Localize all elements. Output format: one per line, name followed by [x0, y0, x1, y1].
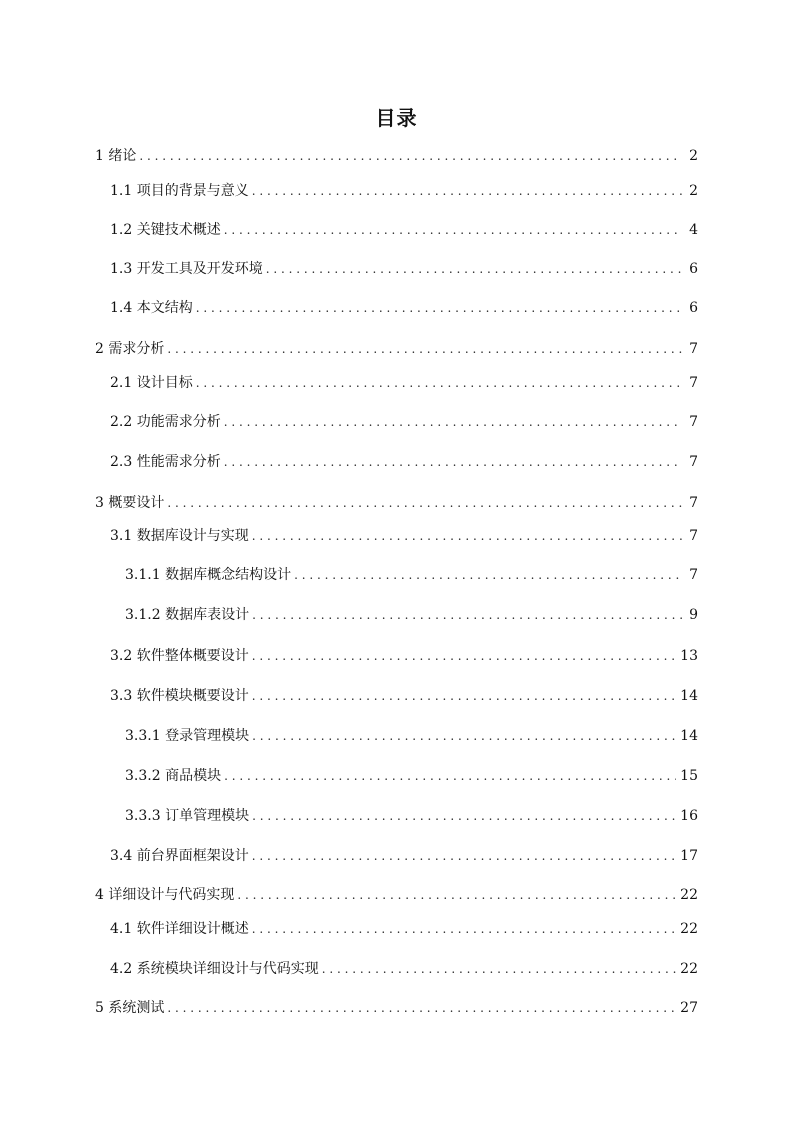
toc-entry-page: 7 — [689, 414, 698, 430]
toc-leader-dots — [167, 493, 682, 513]
toc-leader-dots — [252, 526, 682, 546]
toc-entry-label: 1 绪论 — [95, 148, 137, 164]
toc-leader-dots — [224, 452, 682, 472]
toc-entry-page: 22 — [680, 961, 698, 977]
toc-leader-dots — [196, 373, 682, 393]
toc-entry[interactable] — [110, 220, 698, 240]
toc-entry-page: 22 — [680, 887, 698, 903]
toc-entry[interactable] — [110, 412, 698, 432]
toc-entry[interactable] — [125, 766, 698, 786]
toc-entry-page: 13 — [680, 648, 698, 664]
toc-entry[interactable] — [95, 339, 698, 359]
toc-entry-label: 1.4 本文结构 — [110, 300, 193, 316]
toc-leader-dots — [252, 919, 676, 939]
toc-leader-dots — [252, 686, 676, 706]
toc-entry-label: 3.2 软件整体概要设计 — [110, 648, 249, 664]
toc-entry-label: 1.3 开发工具及开发环境 — [110, 261, 263, 277]
toc-entry[interactable] — [110, 686, 698, 706]
toc-leader-dots — [224, 220, 682, 240]
toc-entry[interactable] — [110, 298, 698, 318]
toc-entry-label: 2.2 功能需求分析 — [110, 414, 221, 430]
toc-entry[interactable] — [95, 998, 698, 1018]
toc-entry-page: 7 — [689, 454, 698, 470]
toc-leader-dots — [252, 181, 682, 201]
toc-entry-label: 1.1 项目的背景与意义 — [110, 183, 249, 199]
toc-entry-page: 7 — [689, 495, 698, 511]
toc-leader-dots — [224, 766, 676, 786]
toc-entry-label: 4 详细设计与代码实现 — [95, 887, 235, 903]
toc-entry[interactable] — [95, 885, 698, 905]
toc-entry-page: 22 — [680, 921, 698, 937]
toc-entry-page: 16 — [680, 808, 698, 824]
toc-entry-page: 2 — [689, 148, 698, 164]
toc-leader-dots — [294, 565, 682, 585]
toc-entry-label: 5 系统测试 — [95, 1000, 165, 1016]
toc-leader-dots — [252, 846, 676, 866]
toc-entry-page: 4 — [689, 222, 698, 238]
toc-entry-label: 3 概要设计 — [95, 495, 165, 511]
toc-entry[interactable] — [125, 565, 698, 585]
toc-entry[interactable] — [110, 526, 698, 546]
toc-entry-page: 14 — [680, 728, 698, 744]
toc-leader-dots — [139, 146, 682, 166]
toc-leader-dots — [167, 339, 682, 359]
toc-entry-label: 3.1.2 数据库表设计 — [125, 607, 250, 623]
toc-entry-page: 7 — [689, 567, 698, 583]
toc-leader-dots — [252, 806, 676, 826]
toc-entry[interactable] — [110, 452, 698, 472]
toc-entry[interactable] — [95, 146, 698, 166]
page-title: 目录 — [375, 106, 418, 130]
toc-entry-label: 3.1.1 数据库概念结构设计 — [125, 567, 292, 583]
toc-entry-label: 3.1 数据库设计与实现 — [110, 528, 249, 544]
toc-entry-label: 3.3.3 订单管理模块 — [125, 808, 250, 824]
toc-leader-dots — [237, 885, 676, 905]
toc-leader-dots — [252, 605, 682, 625]
toc-entry[interactable] — [110, 846, 698, 866]
toc-entry-page: 2 — [689, 183, 698, 199]
toc-entry-label: 3.4 前台界面框架设计 — [110, 848, 249, 864]
toc-leader-dots — [322, 959, 676, 979]
toc-entry-page: 6 — [689, 261, 698, 277]
toc-entry-label: 3.3.1 登录管理模块 — [125, 728, 250, 744]
toc-entry-page: 27 — [680, 1000, 698, 1016]
toc-leader-dots — [167, 998, 676, 1018]
toc-entry-label: 2.3 性能需求分析 — [110, 454, 221, 470]
toc-leader-dots — [224, 412, 682, 432]
toc-entry-page: 15 — [680, 768, 698, 784]
toc-entry[interactable] — [95, 493, 698, 513]
toc-entry-page: 9 — [689, 607, 698, 623]
toc-leader-dots — [266, 259, 682, 279]
toc-entry[interactable] — [110, 373, 698, 393]
toc-entry[interactable] — [110, 181, 698, 201]
toc-leader-dots — [252, 646, 676, 666]
toc-entry-label: 2 需求分析 — [95, 341, 165, 357]
toc-entry-label: 3.3.2 商品模块 — [125, 768, 222, 784]
toc-leader-dots — [196, 298, 682, 318]
toc-entry[interactable] — [110, 646, 698, 666]
toc-entry[interactable] — [110, 919, 698, 939]
toc-entry[interactable] — [110, 259, 698, 279]
toc-entry-label: 3.3 软件模块概要设计 — [110, 688, 249, 704]
toc-leader-dots — [252, 726, 676, 746]
toc-entry-label: 4.1 软件详细设计概述 — [110, 921, 249, 937]
toc-entry[interactable] — [125, 726, 698, 746]
toc-entry-page: 7 — [689, 375, 698, 391]
toc-entry[interactable] — [110, 959, 698, 979]
toc-entry-page: 7 — [689, 528, 698, 544]
toc-entry[interactable] — [125, 605, 698, 625]
toc-entry-page: 7 — [689, 341, 698, 357]
toc-entry-page: 17 — [680, 848, 698, 864]
toc-entry-label: 1.2 关键技术概述 — [110, 222, 221, 238]
toc-entry-page: 6 — [689, 300, 698, 316]
toc-entry-label: 2.1 设计目标 — [110, 375, 193, 391]
toc-entry-page: 14 — [680, 688, 698, 704]
toc-entry[interactable] — [125, 806, 698, 826]
toc-entry-label: 4.2 系统模块详细设计与代码实现 — [110, 961, 319, 977]
